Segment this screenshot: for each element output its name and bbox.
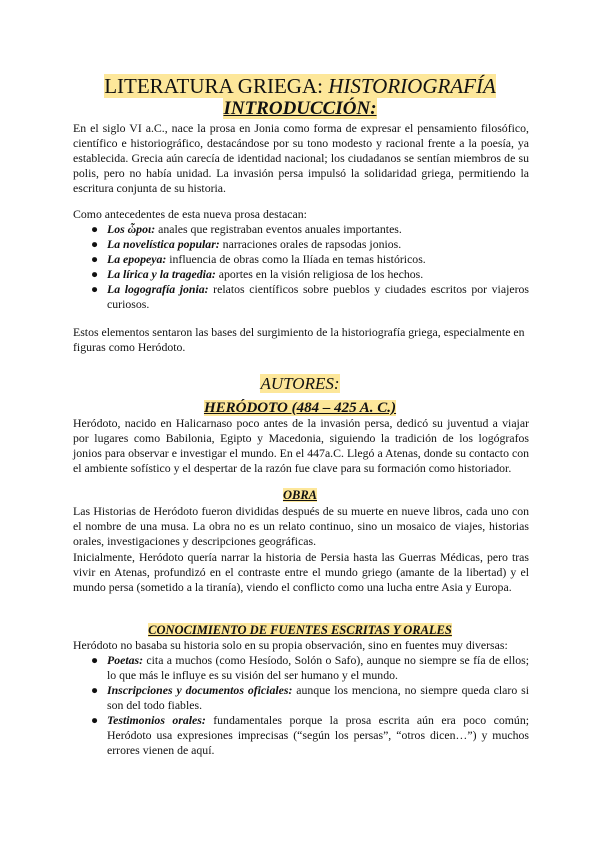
fuentes-list	[73, 653, 529, 758]
list-item: ● La novelística popular: narraciones orales de rapsodas jonios.	[91, 237, 402, 251]
antecedentes-list	[73, 222, 529, 312]
bullet-icon: ●	[91, 282, 99, 296]
list-item: ● La lírica y la tragedia: aportes en la visión religiosa de los hechos.	[91, 267, 424, 281]
bullet-icon: ●	[91, 683, 99, 697]
intro-conclusion: Estos elementos sentaron las bases del surgimiento de la historiografía griega, especialmente en figuras como Heródoto.	[73, 325, 525, 354]
autores-heading: AUTORES:	[260, 374, 340, 393]
title-italic: HISTORIOGRAFÍA	[328, 74, 496, 98]
herodoto-heading: HERÓDOTO (484 – 425 A. C.)	[203, 400, 397, 416]
intro-heading: INTRODUCCIÓN:	[223, 98, 377, 119]
title-main: LITERATURA GRIEGA:	[104, 74, 329, 98]
bullet-icon: ●	[91, 653, 99, 667]
bullet-icon: ●	[91, 267, 99, 281]
fuentes-intro: Heródoto no basaba su historia solo en su propia observación, sino en fuentes muy diversas:	[73, 638, 508, 652]
document-title	[0, 73, 600, 99]
antecedentes-line: Como antecedentes de esta nueva prosa destacan:	[73, 207, 307, 221]
obra-heading: OBRA	[282, 488, 318, 502]
list-item: ● Testimonios orales: fundamentales porque la prosa escrita aún era poco común; Heródoto usa expresiones imprecisas (“según los persas”, “otros dicen…”) y muchos errores vienen de aquí.	[91, 713, 529, 757]
list-item: ● La logografía jonia: relatos científicos sobre pueblos y ciudades escritos por viajeros curiosos.	[91, 282, 529, 311]
obra-paragraph-1: Las Historias de Heródoto fueron divididas después de su muerte en nueve libros, cada uno con el nombre de una musa. La obra no es un relato continuo, sino un mosaico de viajes, historias orales, investigaciones y descripciones geográficas.	[73, 504, 529, 548]
list-item: ● Poetas: cita a muchos (como Hesíodo, Solón o Safo), aunque no siempre se fía de ellos; lo que más le influye es su visión del ser humano y el mundo.	[91, 653, 529, 682]
bullet-icon: ●	[91, 713, 99, 727]
fuentes-heading: CONOCIMIENTO DE FUENTES ESCRITAS Y ORALES	[148, 623, 452, 637]
intro-paragraph: En el siglo VI a.C., nace la prosa en Jonia como forma de expresar el pensamiento filosófico, científico e historiográfico, destacándose por su tono modesto y racional frente a la poesía, ya establecida. Grecia aún carecía de identidad nacional; los ciudadanos se sentían miembros de su polis, pero no había unidad. La invasión persa impulsó la solidaridad griega, permitiendo la escritura conjunta de su historia.	[73, 121, 529, 195]
bullet-icon: ●	[91, 222, 99, 236]
list-item: ● La epopeya: influencia de obras como la Ilíada en temas históricos.	[91, 252, 426, 266]
bullet-icon: ●	[91, 252, 99, 266]
bullet-icon: ●	[91, 237, 99, 251]
obra-paragraph-2: Inicialmente, Heródoto quería narrar la historia de Persia hasta las Guerras Médicas, pero tras vivir en Atenas, profundizó en el contraste entre el mundo griego (amante de la libertad) y el mundo persa (sometido a la tiranía), viendo el conflicto como una lucha entre Asia y Europa.	[73, 550, 529, 594]
herodoto-bio: Heródoto, nacido en Halicarnaso poco antes de la invasión persa, dedicó su juventud a viajar por lugares como Babilonia, Egipto y Macedonia, siguiendo la tradición de los logógrafos jonios para observar e investigar el mundo. En el 447a.C. Llegó a Atenas, donde su contacto con el ambiente sofístico y el despertar de la razón fue clave para su formación como historiador.	[73, 416, 529, 475]
list-item: ● Los ὧpoι: anales que registraban eventos anuales importantes.	[91, 222, 402, 236]
list-item: ● Inscripciones y documentos oficiales: aunque los menciona, no siempre queda claro si son del todo fiables.	[91, 683, 529, 712]
